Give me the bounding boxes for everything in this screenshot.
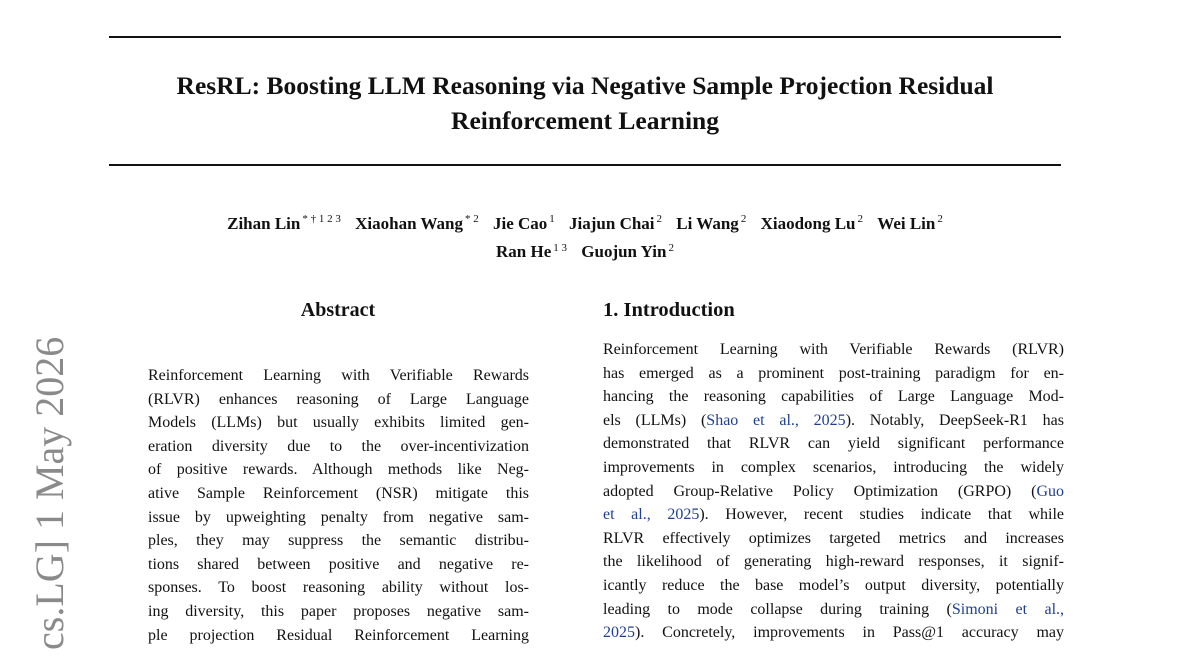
introduction-line	[603, 409, 1064, 433]
text-segment: RLVR effectively optimizes targeted metrics and increases	[603, 529, 1064, 547]
abstract-line: ple projection Residual Reinforcement Learning	[148, 626, 529, 644]
author: Wei Lin $^2$	[877, 213, 943, 233]
citation-link[interactable]: Simoni et al.,	[951, 600, 1065, 618]
abstract-line: of positive rewards. Although methods like Neg-	[148, 461, 529, 479]
author: Xiaohan Wang $^{* 2}$	[355, 213, 479, 233]
introduction-line	[603, 432, 1064, 456]
author-list	[109, 207, 1061, 264]
title-line-2: Reinforcement Learning	[451, 106, 719, 135]
author: Guojun Yin $^2$	[581, 241, 674, 262]
text-segment: ). Notably, DeepSeek-R1 has	[845, 411, 1065, 429]
introduction-body	[603, 338, 1064, 645]
abstract-line: Models (LLMs) but usually exhibits limited gen-	[148, 414, 529, 432]
paper-title	[109, 68, 1061, 138]
text-segment: hancing the reasoning capabilities of Large Language Mod-	[603, 388, 1064, 406]
author: Jiajun Chai $^2$	[569, 213, 663, 233]
abstract-line: (RLVR) enhances reasoning of Large Language	[148, 390, 529, 408]
text-segment: the likelihood of generating high-reward responses, it signif-	[603, 553, 1064, 571]
text-segment: icantly reduce the base model’s output diversity, potentially	[603, 576, 1064, 594]
abstract-line: ative Sample Reinforcement (NSR) mitigate this	[148, 484, 529, 502]
introduction-line	[603, 362, 1064, 386]
abstract-line: eration diversity due to the over-incentivization	[148, 437, 529, 455]
author: Ran He $^{1 3}$	[496, 241, 568, 262]
author-line-1	[109, 207, 1061, 236]
abstract-line: sponses. To boost reasoning ability without los-	[148, 579, 529, 597]
citation-link[interactable]: Guo	[1036, 482, 1064, 500]
introduction-line	[603, 574, 1064, 598]
text-segment: ). However, recent studies indicate that while	[699, 506, 1064, 524]
text-segment: adopted Group-Relative Policy Optimization (GRPO) (	[603, 482, 1037, 500]
text-segment: demonstrated that RLVR can yield significant performance	[603, 435, 1064, 453]
author: Xiaodong Lu $^2$	[760, 213, 864, 233]
arxiv-stamp	[10, 330, 90, 660]
abstract-body	[148, 364, 529, 647]
introduction-line	[603, 527, 1064, 551]
citation-link[interactable]: Shao et al., 2025	[706, 411, 846, 429]
abstract-line: tions shared between positive and negative re-	[148, 555, 529, 573]
text-segment: leading to mode collapse during training (	[603, 600, 952, 618]
introduction-heading: 1. Introduction	[603, 299, 735, 321]
introduction-line	[603, 480, 1064, 504]
title-line-1: ResRL: Boosting LLM Reasoning via Negative Sample Projection Residual	[176, 71, 994, 100]
introduction-line	[603, 338, 1064, 362]
author-line-2	[109, 236, 1061, 265]
text-segment: improvements in complex scenarios, introducing the widely	[603, 458, 1064, 476]
abstract-heading: Abstract	[300, 299, 376, 321]
introduction-line	[603, 456, 1064, 480]
introduction-line	[603, 550, 1064, 574]
introduction-line	[603, 503, 1064, 527]
bottom-rule	[109, 164, 1061, 166]
abstract-line: ing diversity, this paper proposes negative sam-	[148, 602, 529, 620]
author: Zihan Lin $^{* \dagger 1 2 3}$	[227, 213, 341, 233]
abstract-line: issue by upweighting penalty from negative sam-	[148, 508, 529, 526]
arxiv-id-text: cs.LG] 1 May 2026	[27, 336, 72, 650]
top-rule	[109, 36, 1061, 38]
citation-link[interactable]: et al., 2025	[603, 506, 700, 524]
text-segment: Reinforcement Learning with Verifiable Rewards (RLVR)	[603, 341, 1064, 358]
text-segment: ). Concretely, improvements in Pass@1 accuracy may	[635, 624, 1064, 642]
text-segment: has emerged as a prominent post-training paradigm for en-	[603, 364, 1064, 382]
introduction-line	[603, 385, 1064, 409]
citation-link[interactable]: 2025	[603, 624, 635, 642]
introduction-line	[603, 598, 1064, 622]
abstract-line: Reinforcement Learning with Verifiable Rewards	[148, 367, 529, 384]
author: Li Wang $^2$	[676, 213, 747, 233]
text-segment: els (LLMs) (	[603, 411, 707, 429]
author: Jie Cao $^1$	[492, 213, 555, 233]
abstract-line: ples, they may suppress the semantic distribu-	[148, 532, 529, 550]
introduction-line	[603, 621, 1064, 645]
